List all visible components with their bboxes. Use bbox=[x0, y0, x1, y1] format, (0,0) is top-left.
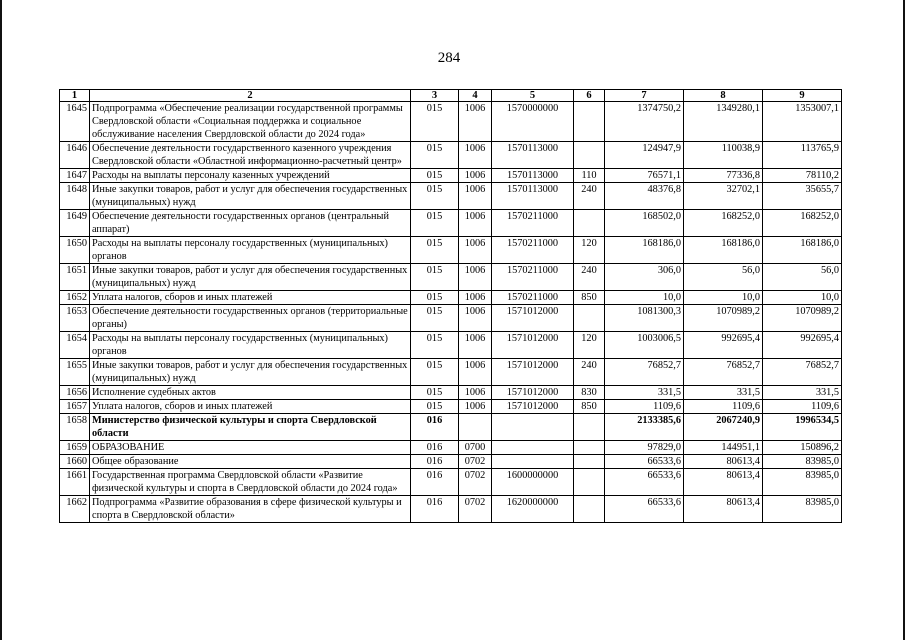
row-amount-year1: 306,0 bbox=[605, 264, 684, 291]
col-header: 3 bbox=[411, 90, 459, 102]
row-name: Министерство физической культуры и спорта Свердловской области bbox=[90, 414, 411, 441]
table-row bbox=[60, 305, 842, 332]
row-ministry-code: 016 bbox=[411, 441, 459, 455]
row-ministry-code: 015 bbox=[411, 169, 459, 183]
row-ministry-code: 015 bbox=[411, 210, 459, 237]
col-header: 5 bbox=[492, 90, 574, 102]
table-row bbox=[60, 469, 842, 496]
row-amount-year1: 2133385,6 bbox=[605, 414, 684, 441]
row-number: 1658 bbox=[60, 414, 90, 441]
row-name: Общее образование bbox=[90, 455, 411, 469]
row-section-code: 1006 bbox=[459, 237, 492, 264]
row-section-code: 1006 bbox=[459, 142, 492, 169]
row-target-code: 1620000000 bbox=[492, 496, 574, 523]
row-number: 1661 bbox=[60, 469, 90, 496]
row-amount-year3: 10,0 bbox=[763, 291, 842, 305]
row-target-code bbox=[492, 455, 574, 469]
row-target-code: 1570113000 bbox=[492, 169, 574, 183]
budget-table bbox=[59, 89, 842, 523]
row-target-code: 1600000000 bbox=[492, 469, 574, 496]
row-expense-type-code bbox=[574, 469, 605, 496]
row-amount-year3: 1070989,2 bbox=[763, 305, 842, 332]
row-amount-year3: 331,5 bbox=[763, 386, 842, 400]
row-amount-year2: 168186,0 bbox=[684, 237, 763, 264]
row-amount-year3: 1353007,1 bbox=[763, 102, 842, 142]
row-amount-year1: 124947,9 bbox=[605, 142, 684, 169]
header-row bbox=[60, 90, 842, 102]
row-ministry-code: 015 bbox=[411, 237, 459, 264]
row-expense-type-code: 240 bbox=[574, 183, 605, 210]
row-amount-year2: 110038,9 bbox=[684, 142, 763, 169]
row-number: 1656 bbox=[60, 386, 90, 400]
row-target-code bbox=[492, 441, 574, 455]
row-expense-type-code: 120 bbox=[574, 237, 605, 264]
row-target-code: 1570113000 bbox=[492, 183, 574, 210]
row-number: 1650 bbox=[60, 237, 90, 264]
row-name: Обеспечение деятельности государственных органов (центральный аппарат) bbox=[90, 210, 411, 237]
table-row bbox=[60, 183, 842, 210]
row-amount-year3: 992695,4 bbox=[763, 332, 842, 359]
row-amount-year2: 56,0 bbox=[684, 264, 763, 291]
row-target-code: 1570211000 bbox=[492, 291, 574, 305]
row-section-code: 1006 bbox=[459, 386, 492, 400]
table-row bbox=[60, 414, 842, 441]
row-number: 1652 bbox=[60, 291, 90, 305]
row-ministry-code: 015 bbox=[411, 359, 459, 386]
row-section-code: 1006 bbox=[459, 332, 492, 359]
row-expense-type-code: 240 bbox=[574, 359, 605, 386]
row-name: Расходы на выплаты персоналу казенных учреждений bbox=[90, 169, 411, 183]
row-amount-year3: 56,0 bbox=[763, 264, 842, 291]
row-amount-year2: 1070989,2 bbox=[684, 305, 763, 332]
row-section-code: 1006 bbox=[459, 102, 492, 142]
row-name: Расходы на выплаты персоналу государственных (муниципальных) органов bbox=[90, 332, 411, 359]
row-number: 1654 bbox=[60, 332, 90, 359]
table-row bbox=[60, 441, 842, 455]
row-name: Расходы на выплаты персоналу государственных (муниципальных) органов bbox=[90, 237, 411, 264]
row-ministry-code: 015 bbox=[411, 400, 459, 414]
row-expense-type-code: 110 bbox=[574, 169, 605, 183]
page-number: 284 bbox=[437, 50, 461, 66]
row-amount-year1: 1374750,2 bbox=[605, 102, 684, 142]
col-header: 2 bbox=[90, 90, 411, 102]
row-ministry-code: 015 bbox=[411, 142, 459, 169]
row-ministry-code: 015 bbox=[411, 183, 459, 210]
row-target-code: 1570211000 bbox=[492, 264, 574, 291]
row-target-code: 1571012000 bbox=[492, 386, 574, 400]
row-target-code: 1570211000 bbox=[492, 237, 574, 264]
row-amount-year2: 331,5 bbox=[684, 386, 763, 400]
row-number: 1648 bbox=[60, 183, 90, 210]
row-amount-year1: 1109,6 bbox=[605, 400, 684, 414]
row-expense-type-code bbox=[574, 305, 605, 332]
row-section-code: 1006 bbox=[459, 169, 492, 183]
row-amount-year2: 2067240,9 bbox=[684, 414, 763, 441]
col-header: 7 bbox=[605, 90, 684, 102]
row-ministry-code: 015 bbox=[411, 102, 459, 142]
row-ministry-code: 016 bbox=[411, 455, 459, 469]
row-section-code: 1006 bbox=[459, 305, 492, 332]
row-expense-type-code bbox=[574, 496, 605, 523]
row-amount-year1: 76571,1 bbox=[605, 169, 684, 183]
table-row bbox=[60, 264, 842, 291]
row-expense-type-code bbox=[574, 210, 605, 237]
row-amount-year2: 32702,1 bbox=[684, 183, 763, 210]
row-ministry-code: 015 bbox=[411, 291, 459, 305]
row-amount-year1: 1003006,5 bbox=[605, 332, 684, 359]
table-row bbox=[60, 169, 842, 183]
row-number: 1662 bbox=[60, 496, 90, 523]
row-section-code: 1006 bbox=[459, 183, 492, 210]
row-amount-year1: 1081300,3 bbox=[605, 305, 684, 332]
row-ministry-code: 015 bbox=[411, 264, 459, 291]
row-name: Уплата налогов, сборов и иных платежей bbox=[90, 291, 411, 305]
row-amount-year3: 150896,2 bbox=[763, 441, 842, 455]
row-target-code: 1571012000 bbox=[492, 332, 574, 359]
row-expense-type-code: 850 bbox=[574, 400, 605, 414]
table-row bbox=[60, 102, 842, 142]
table-row bbox=[60, 291, 842, 305]
row-target-code: 1570000000 bbox=[492, 102, 574, 142]
row-section-code: 0702 bbox=[459, 469, 492, 496]
row-amount-year2: 80613,4 bbox=[684, 455, 763, 469]
row-amount-year3: 83985,0 bbox=[763, 455, 842, 469]
row-name: Подпрограмма «Развитие образования в сфере физической культуры и спорта в Свердловской области» bbox=[90, 496, 411, 523]
row-ministry-code: 016 bbox=[411, 414, 459, 441]
row-amount-year1: 66533,6 bbox=[605, 469, 684, 496]
col-header: 6 bbox=[574, 90, 605, 102]
row-number: 1659 bbox=[60, 441, 90, 455]
row-expense-type-code bbox=[574, 414, 605, 441]
row-amount-year2: 76852,7 bbox=[684, 359, 763, 386]
row-number: 1653 bbox=[60, 305, 90, 332]
row-section-code: 1006 bbox=[459, 400, 492, 414]
table-row bbox=[60, 332, 842, 359]
row-expense-type-code: 850 bbox=[574, 291, 605, 305]
row-amount-year3: 113765,9 bbox=[763, 142, 842, 169]
row-section-code: 1006 bbox=[459, 210, 492, 237]
table-row bbox=[60, 237, 842, 264]
row-section-code bbox=[459, 414, 492, 441]
table-row bbox=[60, 386, 842, 400]
row-section-code: 1006 bbox=[459, 264, 492, 291]
col-header: 4 bbox=[459, 90, 492, 102]
row-expense-type-code bbox=[574, 441, 605, 455]
col-header: 9 bbox=[763, 90, 842, 102]
row-number: 1657 bbox=[60, 400, 90, 414]
row-name: Государственная программа Свердловской области «Развитие физической культуры и спорта в Свердловской области до 2024 года» bbox=[90, 469, 411, 496]
row-expense-type-code bbox=[574, 142, 605, 169]
row-amount-year3: 35655,7 bbox=[763, 183, 842, 210]
table-row bbox=[60, 455, 842, 469]
row-number: 1646 bbox=[60, 142, 90, 169]
row-section-code: 1006 bbox=[459, 359, 492, 386]
row-amount-year1: 168186,0 bbox=[605, 237, 684, 264]
row-amount-year1: 76852,7 bbox=[605, 359, 684, 386]
row-section-code: 0702 bbox=[459, 455, 492, 469]
row-amount-year1: 168502,0 bbox=[605, 210, 684, 237]
row-name: Исполнение судебных актов bbox=[90, 386, 411, 400]
row-number: 1647 bbox=[60, 169, 90, 183]
row-name: ОБРАЗОВАНИЕ bbox=[90, 441, 411, 455]
row-target-code: 1571012000 bbox=[492, 305, 574, 332]
row-amount-year1: 331,5 bbox=[605, 386, 684, 400]
row-amount-year2: 1349280,1 bbox=[684, 102, 763, 142]
row-amount-year3: 168186,0 bbox=[763, 237, 842, 264]
row-amount-year1: 10,0 bbox=[605, 291, 684, 305]
row-amount-year1: 66533,6 bbox=[605, 496, 684, 523]
row-amount-year2: 168252,0 bbox=[684, 210, 763, 237]
row-section-code: 0702 bbox=[459, 496, 492, 523]
row-amount-year3: 83985,0 bbox=[763, 469, 842, 496]
row-name: Иные закупки товаров, работ и услуг для обеспечения государственных (муниципальных) нужд bbox=[90, 359, 411, 386]
row-amount-year1: 66533,6 bbox=[605, 455, 684, 469]
row-name: Иные закупки товаров, работ и услуг для обеспечения государственных (муниципальных) нужд bbox=[90, 264, 411, 291]
row-name: Иные закупки товаров, работ и услуг для обеспечения государственных (муниципальных) нужд bbox=[90, 183, 411, 210]
row-target-code bbox=[492, 414, 574, 441]
row-ministry-code: 015 bbox=[411, 332, 459, 359]
row-section-code: 0700 bbox=[459, 441, 492, 455]
row-amount-year2: 1109,6 bbox=[684, 400, 763, 414]
table-row bbox=[60, 142, 842, 169]
row-name: Обеспечение деятельности государственного казенного учреждения Свердловской области «Областной информационно-расчетный центр» bbox=[90, 142, 411, 169]
row-target-code: 1571012000 bbox=[492, 359, 574, 386]
row-amount-year3: 1996534,5 bbox=[763, 414, 842, 441]
row-amount-year3: 76852,7 bbox=[763, 359, 842, 386]
row-ministry-code: 016 bbox=[411, 469, 459, 496]
row-expense-type-code bbox=[574, 455, 605, 469]
row-amount-year3: 83985,0 bbox=[763, 496, 842, 523]
row-section-code: 1006 bbox=[459, 291, 492, 305]
row-number: 1649 bbox=[60, 210, 90, 237]
row-number: 1645 bbox=[60, 102, 90, 142]
table-row bbox=[60, 400, 842, 414]
row-amount-year3: 1109,6 bbox=[763, 400, 842, 414]
row-name: Обеспечение деятельности государственных органов (территориальные органы) bbox=[90, 305, 411, 332]
table-row bbox=[60, 359, 842, 386]
row-expense-type-code bbox=[574, 102, 605, 142]
row-amount-year2: 77336,8 bbox=[684, 169, 763, 183]
row-name: Уплата налогов, сборов и иных платежей bbox=[90, 400, 411, 414]
row-ministry-code: 016 bbox=[411, 496, 459, 523]
table-row bbox=[60, 210, 842, 237]
row-amount-year1: 48376,8 bbox=[605, 183, 684, 210]
page-edge-left bbox=[0, 0, 2, 640]
row-amount-year3: 168252,0 bbox=[763, 210, 842, 237]
row-amount-year2: 992695,4 bbox=[684, 332, 763, 359]
row-amount-year2: 144951,1 bbox=[684, 441, 763, 455]
table-row bbox=[60, 496, 842, 523]
row-expense-type-code: 240 bbox=[574, 264, 605, 291]
row-target-code: 1571012000 bbox=[492, 400, 574, 414]
row-amount-year2: 10,0 bbox=[684, 291, 763, 305]
row-expense-type-code: 120 bbox=[574, 332, 605, 359]
row-target-code: 1570211000 bbox=[492, 210, 574, 237]
row-number: 1651 bbox=[60, 264, 90, 291]
row-target-code: 1570113000 bbox=[492, 142, 574, 169]
row-amount-year2: 80613,4 bbox=[684, 496, 763, 523]
col-header: 8 bbox=[684, 90, 763, 102]
row-expense-type-code: 830 bbox=[574, 386, 605, 400]
row-name: Подпрограмма «Обеспечение реализации государственной программы Свердловской области «Социальная поддержка и социальное обслуживание населения Свердловской области до 2024 года» bbox=[90, 102, 411, 142]
row-number: 1655 bbox=[60, 359, 90, 386]
row-amount-year2: 80613,4 bbox=[684, 469, 763, 496]
row-ministry-code: 015 bbox=[411, 386, 459, 400]
col-header: 1 bbox=[60, 90, 90, 102]
row-ministry-code: 015 bbox=[411, 305, 459, 332]
row-number: 1660 bbox=[60, 455, 90, 469]
row-amount-year3: 78110,2 bbox=[763, 169, 842, 183]
row-amount-year1: 97829,0 bbox=[605, 441, 684, 455]
